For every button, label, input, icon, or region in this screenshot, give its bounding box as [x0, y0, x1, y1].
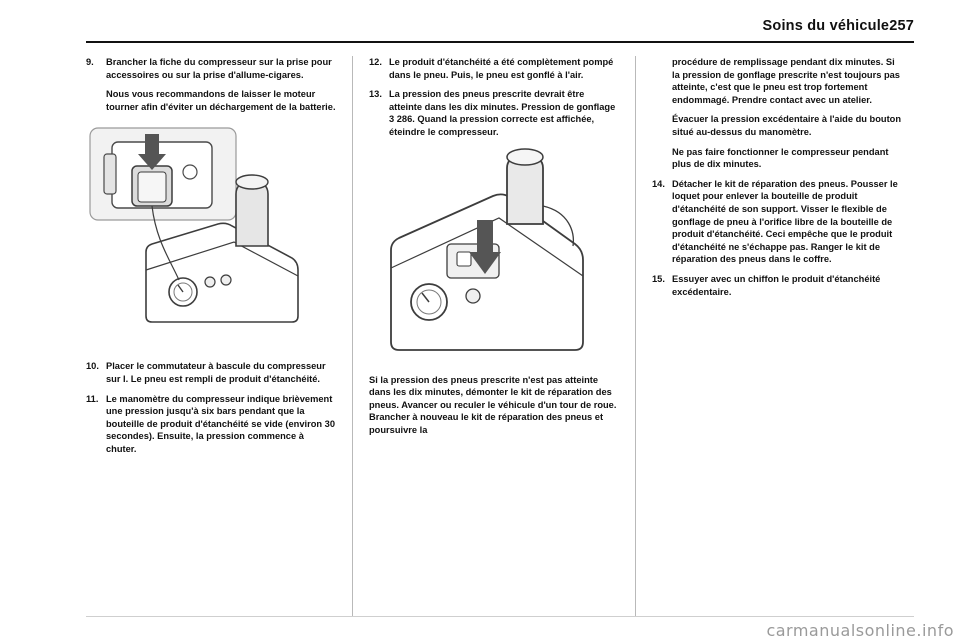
footer-divider	[86, 616, 914, 617]
figure-note: Si la pression des pneus prescrite n'est pas atteinte dans les dix minutes, démonter le kit de réparation des pneus. Avancer ou reculer le véhicule d'un tour de roue. Brancher à nouveau le kit de réparation des pneus et poursuivre la	[369, 374, 617, 435]
list-item	[86, 393, 336, 456]
figure-svg	[86, 120, 336, 350]
list-item-number: 11.	[86, 393, 99, 404]
warning-paragraph: Ne pas faire fonctionner le compresseur pendant plus de dix minutes.	[672, 146, 889, 170]
list-item	[652, 178, 902, 266]
list-item	[369, 56, 619, 81]
list-item-number: 15.	[652, 273, 665, 284]
list-item-number: 9.	[86, 57, 94, 67]
list-item-text: Placer le commutateur à bascule du compresseur sur I. Le pneu est rempli de produit d'étanchéité.	[106, 361, 326, 384]
compressor-power-socket-illustration	[86, 120, 336, 350]
list-item-number: 12.	[369, 57, 382, 67]
watermark: carmanualsonline.info	[766, 621, 954, 640]
list-item	[652, 273, 902, 298]
list-item-text: Le manomètre du compresseur indique brièvement une pression jusqu'à six bars pendant que la bouteille de produit d'étanchéité se vide (environ 30 secondes). Ensuite, la pression commence à chuter.	[106, 393, 335, 454]
list-item-number: 13.	[369, 89, 382, 100]
list-item-text: Le produit d'étanchéité a été complètement pompé dans le pneu. Puis, le pneu est gonflé à l'air.	[389, 57, 614, 80]
list-item	[86, 360, 336, 385]
continuation-paragraph: procédure de remplissage pendant dix minutes. Si la pression de gonflage prescrite n'est toujours pas atteinte, c'est que le pneu est trop fortement endommagé. Prendre contact avec un atelier.	[672, 57, 900, 105]
list-item-text: La pression des pneus prescrite devrait être atteinte dans les dix minutes. Pression de gonflage 3 286. Quand la pression correcte est affichée, éteindre le compresseur.	[389, 89, 616, 137]
list-item	[86, 56, 336, 81]
page-header	[86, 18, 914, 34]
column-3	[652, 56, 902, 305]
note-paragraph: Nous vous recommandons de laisser le moteur tourner afin d'éviter un déchargement de la batterie.	[106, 89, 336, 112]
list-item-number: 14.	[652, 178, 665, 189]
column-divider-1	[352, 56, 353, 616]
header-divider	[86, 41, 914, 43]
list-item-text: Brancher la fiche du compresseur sur la prise pour accessoires ou sur la prise d'allume-cigares.	[106, 57, 332, 80]
column-1	[86, 56, 336, 463]
column-divider-2	[635, 56, 636, 616]
figure-svg	[369, 146, 619, 364]
list-item-number: 10.	[86, 361, 99, 372]
note-paragraph: Évacuer la pression excédentaire à l'aide du bouton situé au-dessus du manomètre.	[672, 114, 902, 137]
page-number: 257	[889, 18, 914, 34]
list-item-text: Essuyer avec un chiffon le produit d'étanchéité excédentaire.	[672, 273, 881, 297]
page-title: Soins du véhicule	[762, 18, 890, 34]
column-2	[369, 56, 619, 444]
list-item-text: Détacher le kit de réparation des pneus. Pousser le loquet pour enlever la bouteille de produit d'étanchéité de son support. Visser le flexible de gonflage de pneu à l'orifice libre de la bouteille de produit d'étanchéité. Ceci empêche que le produit d'étanchéité ne s'échappe pas. Ranger le kit de réparation des pneus dans le coffre.	[672, 178, 898, 265]
list-item	[369, 88, 619, 138]
tyre-inflation-compressor-illustration	[369, 146, 619, 364]
